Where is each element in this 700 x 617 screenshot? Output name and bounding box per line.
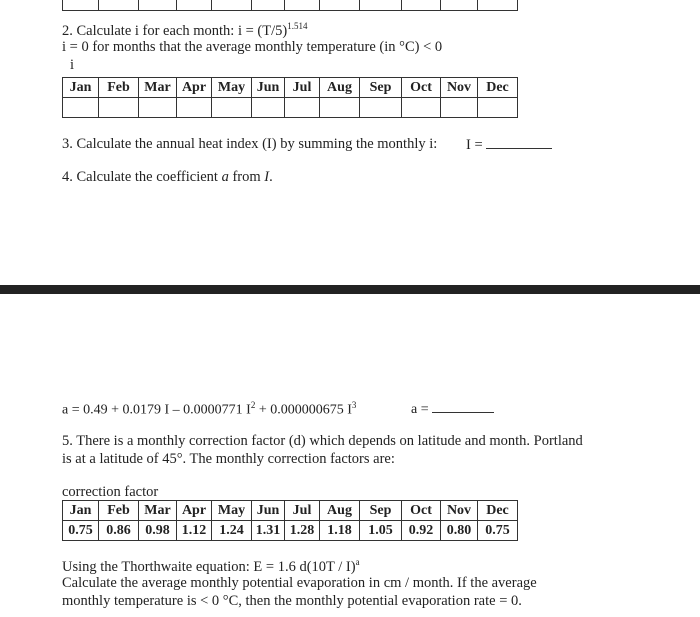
table-row [63,521,518,541]
correction-factor-cell: 1.31 [252,521,285,541]
I-answer-label: I = [466,137,483,153]
formula-a-part2: + 0.000000675 I [255,402,352,418]
thornthwaite-eq-exp: a [355,557,360,567]
month-header: Aug [320,78,360,98]
month-header: Dec [478,78,518,98]
I-answer [466,136,552,154]
month-header: Feb [99,78,139,98]
table-row [63,78,518,98]
step5-line2: is at a latitude of 45°. The monthly correction factors are: [62,451,395,467]
empty-cell[interactable] [402,98,441,118]
month-header: Jul [285,501,320,521]
month-header: Oct [402,501,441,521]
empty-cell[interactable] [285,0,320,11]
step3-text: 3. Calculate the annual heat index (I) by summing the monthly i: [62,136,438,152]
step5-line1: 5. There is a monthly correction factor (d) which depends on latitude and month. Portland [62,433,583,449]
correction-factor-cell: 0.92 [402,521,441,541]
empty-cell[interactable] [177,98,212,118]
month-header: Mar [139,501,177,521]
month-header: Jan [63,78,99,98]
empty-cell[interactable] [441,98,478,118]
page-divider [0,285,700,294]
thornthwaite-line2: Calculate the average monthly potential evaporation in cm / month. If the average [62,575,537,591]
correction-factor-cell: 0.80 [441,521,478,541]
step2-heading [62,21,307,40]
correction-factor-cell: 0.75 [63,521,99,541]
step2-condition: i = 0 for months that the average monthly temperature (in °C) < 0 [62,39,443,55]
month-header: May [212,78,252,98]
month-header: Sep [360,501,402,521]
month-header: Oct [402,78,441,98]
empty-cell[interactable] [139,98,177,118]
month-header: Jun [252,501,285,521]
month-header: Nov [441,501,478,521]
empty-cell[interactable] [252,98,285,118]
step4-mid: from [228,169,265,185]
empty-cell[interactable] [63,0,99,11]
i-table [62,77,518,118]
correction-factor-cell: 1.12 [177,521,212,541]
step2-text: 2. Calculate i for each month: i = (T/5) [62,22,288,39]
empty-cell[interactable] [139,0,177,11]
table-row [63,98,518,118]
empty-cell[interactable] [99,0,139,11]
month-header: Aug [320,501,360,521]
empty-cell[interactable] [360,98,402,118]
thornthwaite-equation [62,557,360,576]
empty-cell[interactable] [99,98,139,118]
empty-cell[interactable] [63,98,99,118]
a-answer-label: a = [411,402,429,417]
formula-a-exp1: 2 [250,400,256,410]
correction-factor-cell: 1.18 [320,521,360,541]
empty-cell[interactable] [402,0,441,11]
correction-factor-cell: 0.86 [99,521,139,541]
table-row [63,0,518,11]
correction-factor-cell: 1.24 [212,521,252,541]
month-header: Dec [478,501,518,521]
step4-pre: 4. Calculate the coefficient [62,169,222,185]
empty-cell[interactable] [212,98,252,118]
step4-text [62,169,273,186]
step4-var2: I [264,169,270,185]
a-answer [411,400,494,418]
month-header: Nov [441,78,478,98]
empty-cell[interactable] [320,98,360,118]
empty-cell[interactable] [212,0,252,11]
step2-exponent: 1.514 [287,21,308,31]
formula-a-exp2: 3 [351,400,357,410]
correction-factor-cell: 1.05 [360,521,402,541]
correction-factor-cell: 0.98 [139,521,177,541]
empty-cell[interactable] [252,0,285,11]
empty-cell[interactable] [441,0,478,11]
step4-var: a [221,169,229,185]
empty-cell[interactable] [320,0,360,11]
thornthwaite-line3: monthly temperature is < 0 °C, then the monthly potential evaporation rate = 0. [62,593,522,609]
month-header: Apr [177,501,212,521]
correction-factor-cell: 0.75 [478,521,518,541]
month-header: Sep [360,78,402,98]
month-header: Jan [63,501,99,521]
correction-table-label: correction factor [62,484,159,500]
formula-a-part1: a = 0.49 + 0.0179 I – 0.0000771 I [62,402,251,418]
previous-table-bottom [62,0,518,11]
month-header: May [212,501,252,521]
step4-end: . [269,169,273,185]
thornthwaite-eq-text: Using the Thorthwaite equation: E = 1.6 d(10T / I) [62,558,356,575]
empty-cell[interactable] [360,0,402,11]
a-answer-blank[interactable] [432,400,494,413]
i-table-label: i [70,57,75,73]
empty-cell[interactable] [177,0,212,11]
month-header: Jul [285,78,320,98]
empty-cell[interactable] [478,98,518,118]
formula-a [62,400,356,419]
empty-cell[interactable] [285,98,320,118]
month-header: Mar [139,78,177,98]
correction-factor-cell: 1.28 [285,521,320,541]
month-header: Jun [252,78,285,98]
correction-factor-table [62,500,518,541]
month-header: Feb [99,501,139,521]
month-header: Apr [177,78,212,98]
empty-cell[interactable] [478,0,518,11]
I-answer-blank[interactable] [486,136,552,149]
table-row [63,501,518,521]
